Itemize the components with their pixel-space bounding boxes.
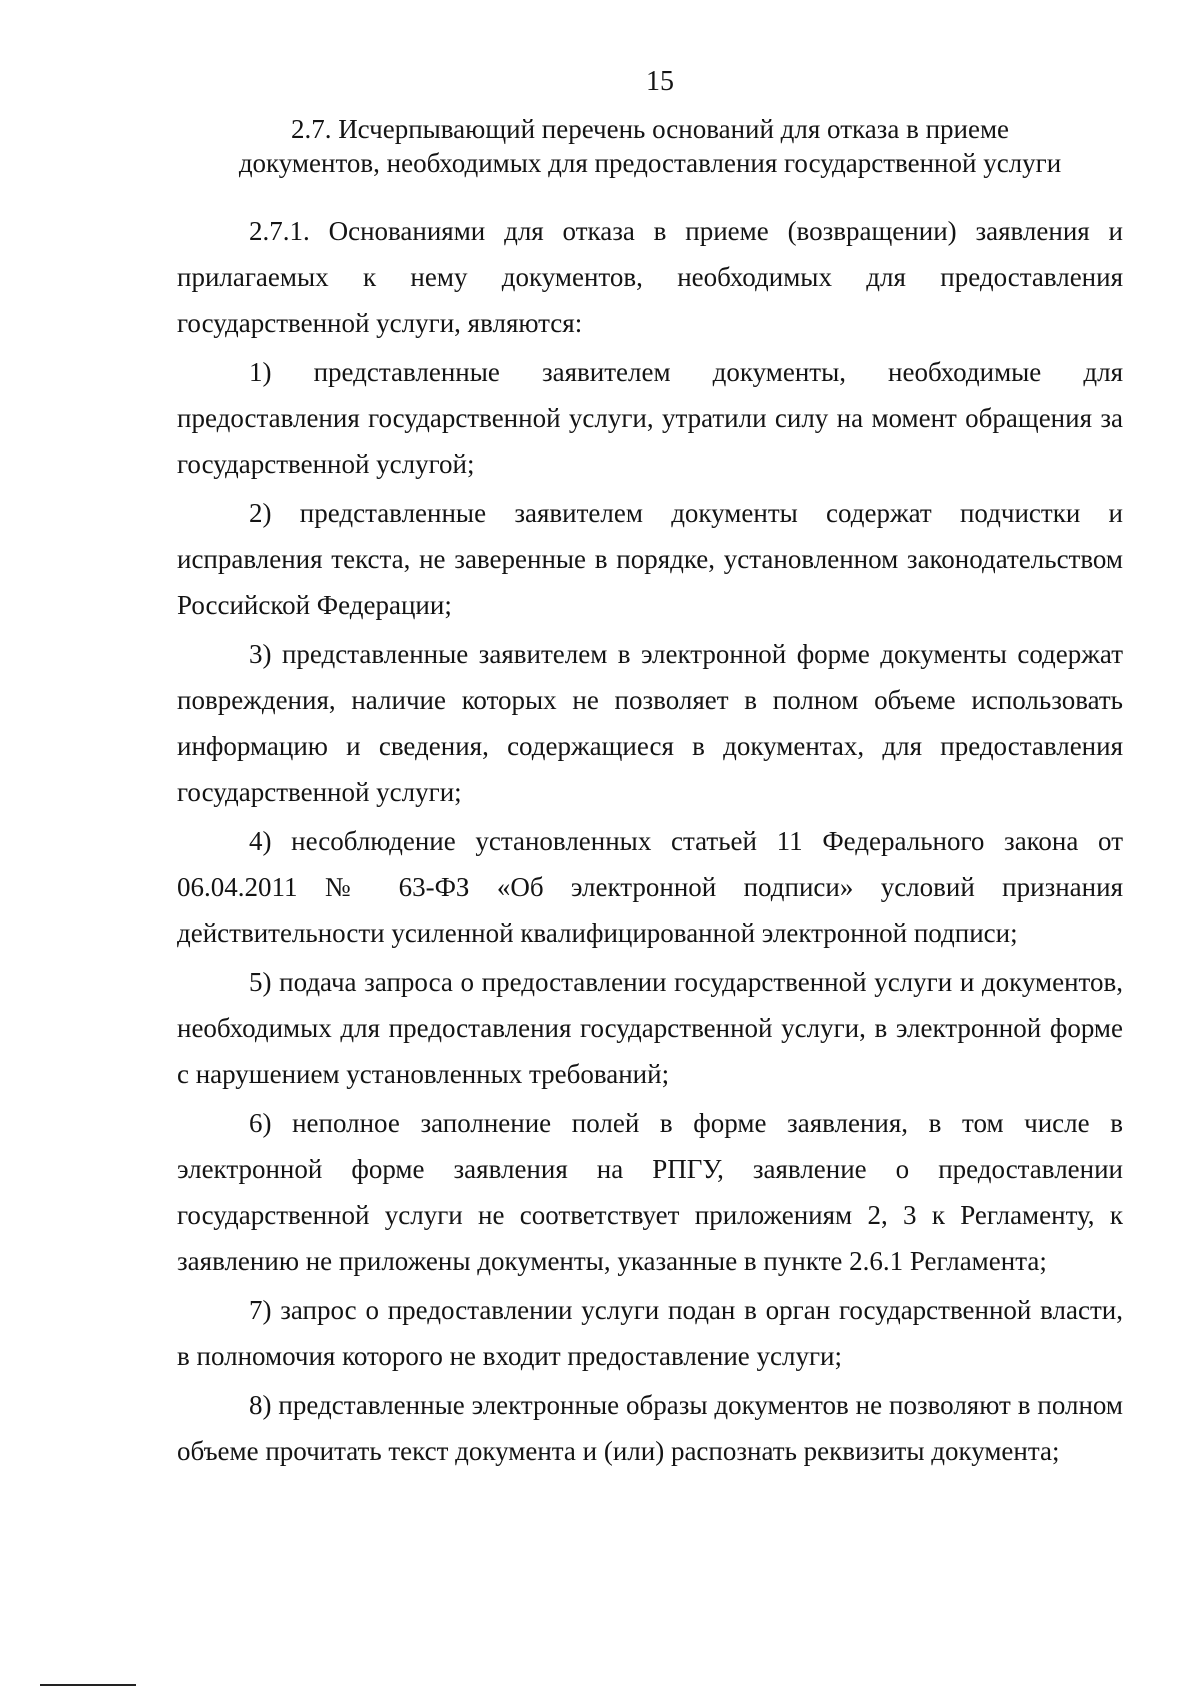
list-item-8: 8) представленные электронные образы документов не позволяют в полном объеме прочитать текст документа и (или) распознать реквизиты документа; xyxy=(177,1390,1123,1466)
list-item-7: 7) запрос о предоставлении услуги подан в орган государственной власти, в полномочия которого не входит предоставление услуги; xyxy=(177,1295,1123,1371)
list-item-4: 4) несоблюдение установленных статьей 11 Федерального закона от 06.04.2011 № 63-ФЗ «Об электронной подписи» условий признания действительности усиленной квалифицированной электронной подписи; xyxy=(177,826,1123,948)
list-item-1: 1) представленные заявителем документы, необходимые для предоставления государственной услуги, утратили силу на момент обращения за государственной услугой; xyxy=(177,357,1123,479)
document-body xyxy=(177,208,1123,1477)
list-item-2: 2) представленные заявителем документы содержат подчистки и исправления текста, не заверенные в порядке, установленном законодательством Российской Федерации; xyxy=(177,498,1123,620)
section-heading-line-1: 2.7. Исчерпывающий перечень оснований для отказа в приеме xyxy=(290,114,1010,144)
list-item-6: 6) неполное заполнение полей в форме заявления, в том числе в электронной форме заявления на РПГУ, заявление о предоставлении государственной услуги не соответствует приложениям 2, 3 к Регламенту, к заявлению не приложены документы, указанные в пункте 2.6.1 Регламента; xyxy=(177,1108,1123,1276)
section-heading-line-2: документов, необходимых для предоставления государственной услуги xyxy=(238,148,1062,178)
section-heading xyxy=(175,112,1125,180)
footnote-divider xyxy=(40,1684,136,1686)
list-item-5: 5) подача запроса о предоставлении государственной услуги и документов, необходимых для предоставления государственной услуги, в электронной форме с нарушением установленных требований; xyxy=(177,967,1123,1089)
page-number: 15 xyxy=(646,66,674,97)
list-item-3: 3) представленные заявителем в электронной форме документы содержат повреждения, наличие которых не позволяет в полном объеме использовать информацию и сведения, содержащиеся в документах, для предоставления государственной услуги; xyxy=(177,639,1123,807)
paragraph-2-7-1: 2.7.1. Основаниями для отказа в приеме (возвращении) заявления и прилагаемых к нему документов, необходимых для предоставления государственной услуги, являются: xyxy=(177,216,1123,338)
